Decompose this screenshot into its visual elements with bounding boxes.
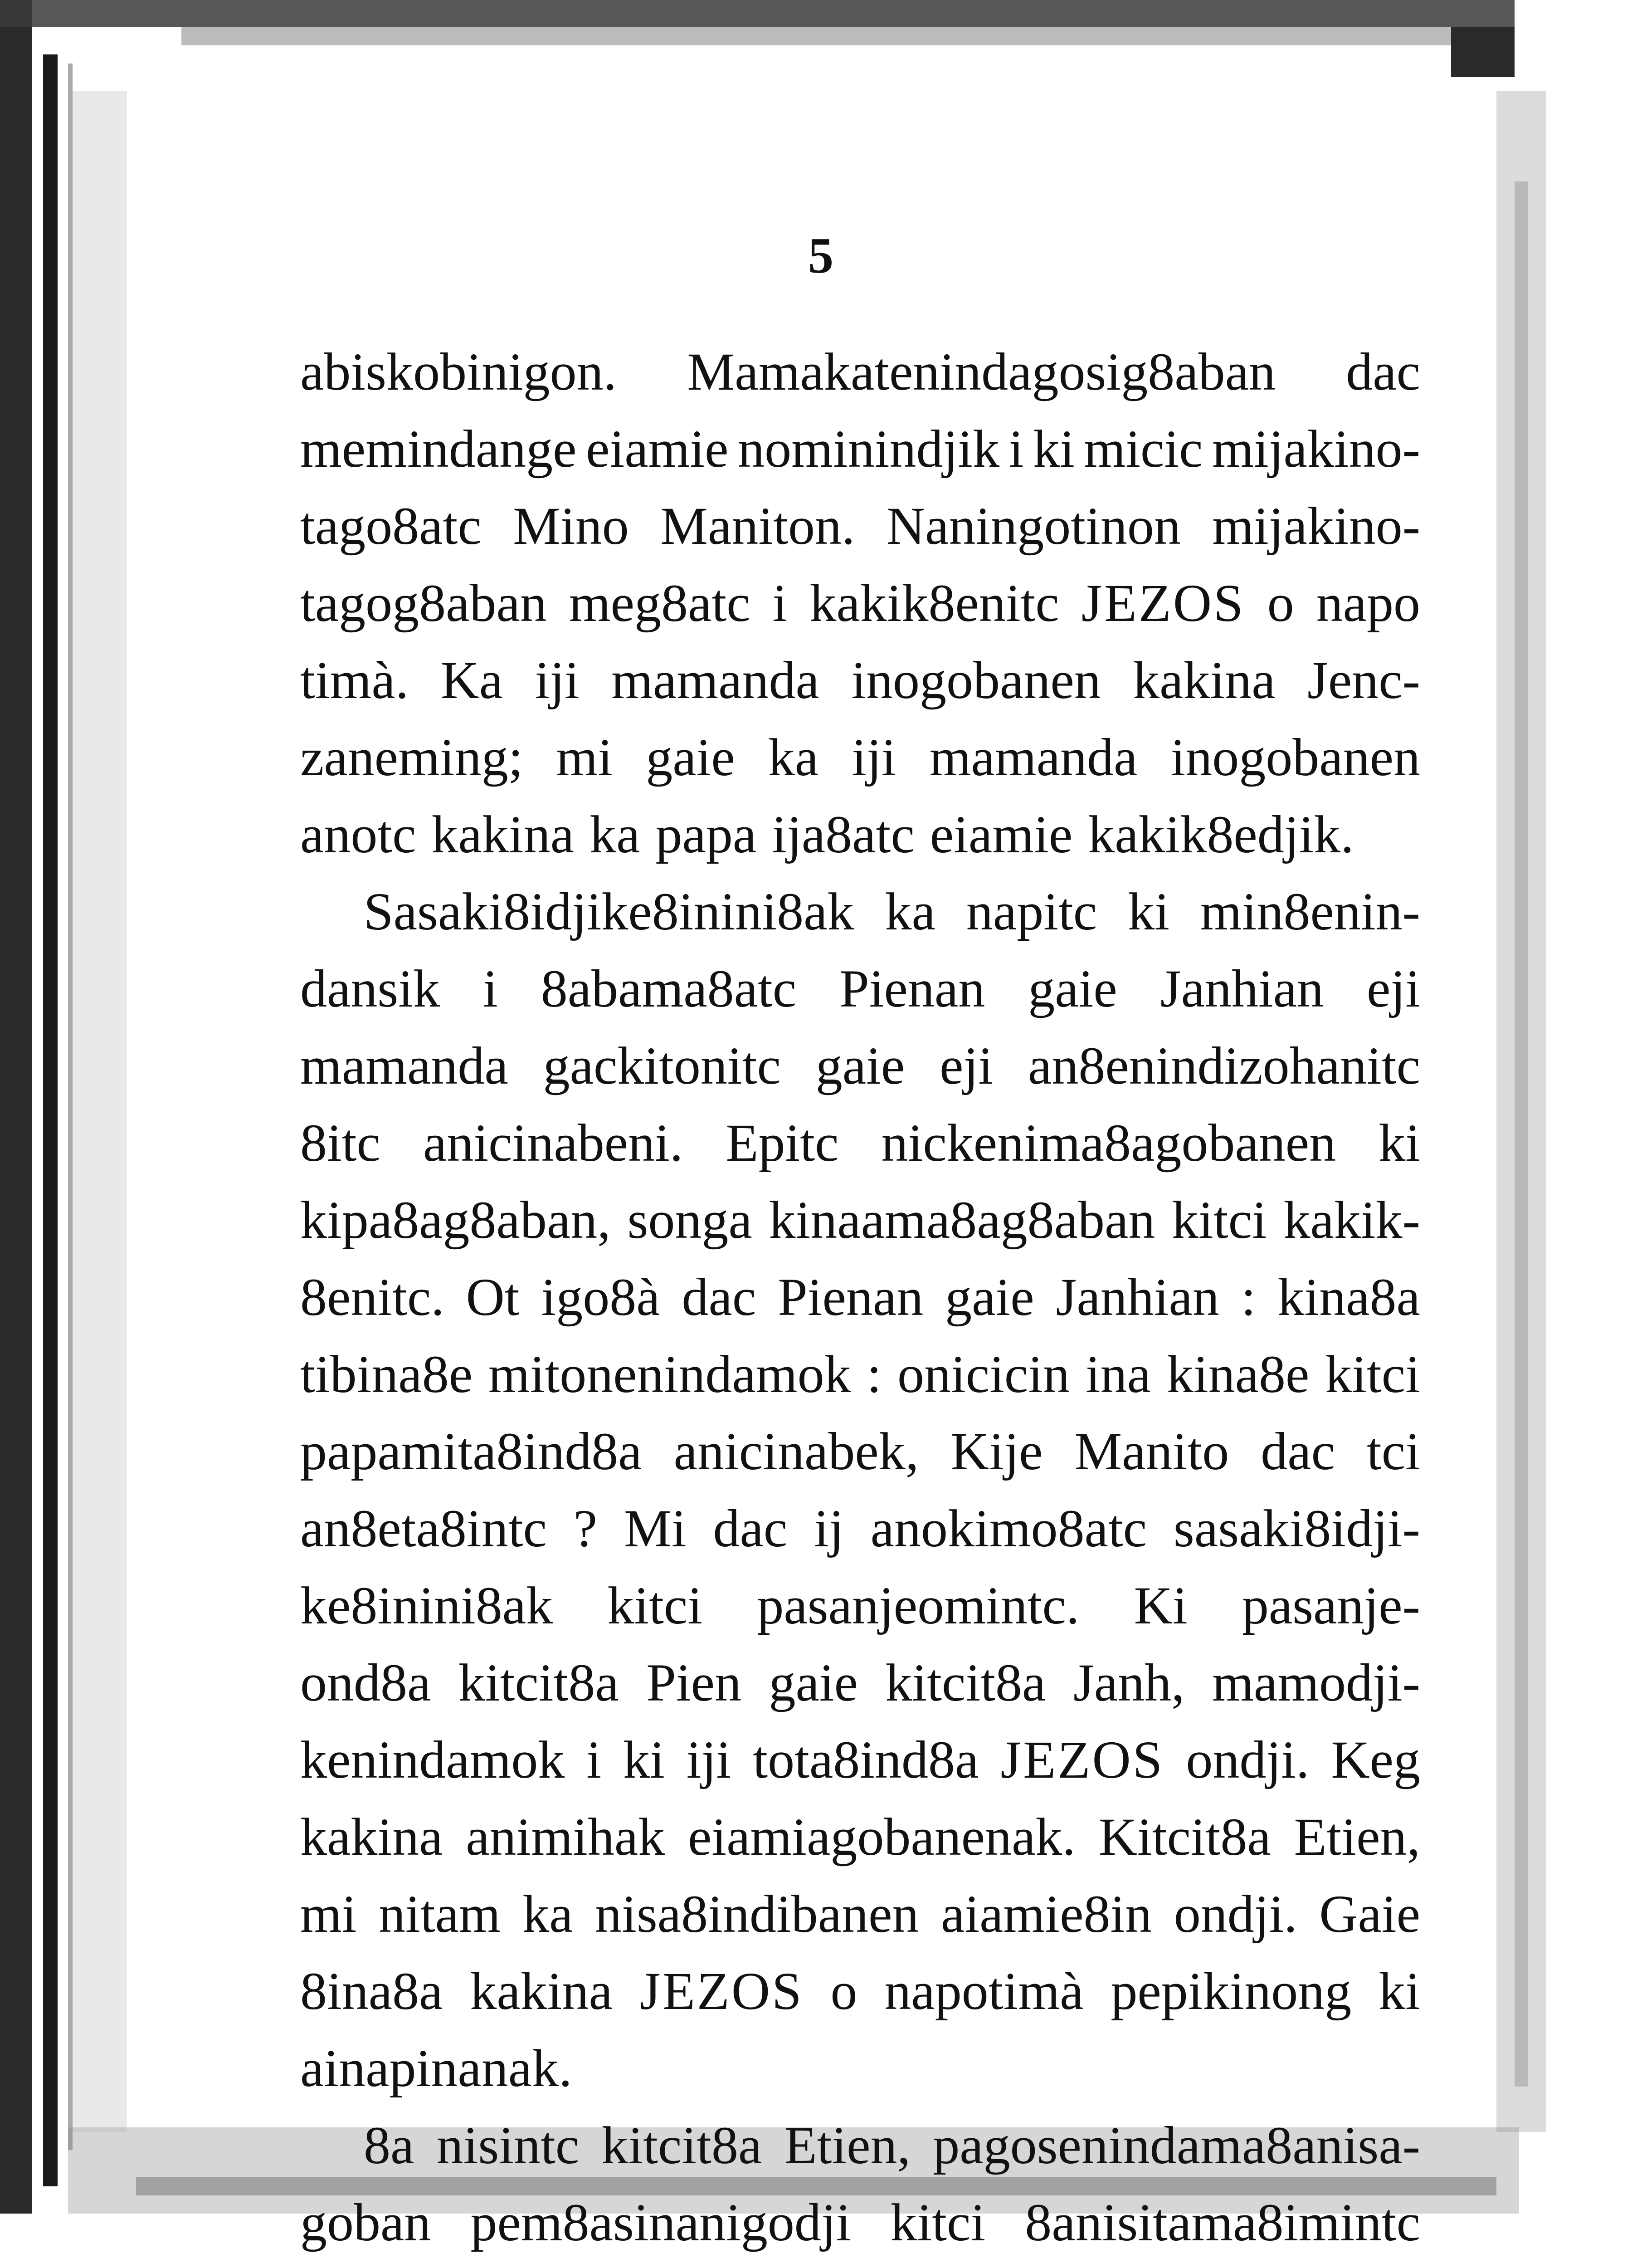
text-line: ke8inini8ak kitci pasanjeomintc. Ki pasanje- [300, 1576, 1420, 1635]
text-line: 8itc anicinabeni. Epitc nickenima8agobanen ki [300, 1113, 1420, 1173]
text-line: abiskobinigon. Mamakatenindagosig8aban dac [300, 342, 1420, 401]
paragraph [300, 333, 1420, 873]
text-line: kenindamok i ki iji tota8ind8a JEZOS ondji. Keg [300, 1730, 1420, 1789]
text-line: zaneming; mi gaie ka iji mamanda inogobanen [300, 728, 1420, 787]
page-number: 5 [808, 228, 833, 284]
binding-edge-shadow [0, 0, 32, 2214]
text-line: tago8atc Mino Maniton. Naningotinon mijakino- [300, 496, 1420, 556]
text-line: timà. Ka iji mamanda inogobanen kakina Jenc- [300, 650, 1420, 710]
text-line: kakina animihak eiamiagobanenak. Kitcit8a Etien, [300, 1807, 1420, 1867]
text-line: 8enitc. Ot igo8à dac Pienan gaie Janhian : kina8a [300, 1267, 1420, 1327]
top-edge-noise [0, 0, 1515, 27]
text-line [300, 2261, 1420, 2268]
body-text [300, 333, 1420, 2268]
paragraph [300, 2107, 1420, 2268]
text-line: anotc kakina ka papa ija8atc eiamie kakik8edjik. [300, 805, 1354, 864]
text-line: 8ina8a kakina JEZOS o napotimà pepikinong ki [300, 1961, 1420, 2021]
text-line: mamanda gackitonitc gaie eji an8enindizohanitc [300, 1036, 1420, 1095]
binding-edge-line [43, 54, 58, 2186]
text-line: ainapinanak. [300, 2038, 572, 2098]
text-line: 8a nisintc kitcit8a Etien, pagosenindama8anisa- [364, 2116, 1420, 2175]
text-line: tibina8e mitonenindamok : onicicin ina kina8e kitci [300, 1344, 1420, 1404]
text-line: papamita8ind8a anicinabek, Kije Manito dac tci [300, 1422, 1420, 1481]
text-line: kipa8ag8aban, songa kinaama8ag8aban kitci kakik- [300, 1190, 1420, 1250]
text-line: tagog8aban meg8atc i kakik8enitc JEZOS o napo [300, 573, 1420, 633]
paragraph [300, 873, 1420, 2107]
text-line: goban pem8asinanigodji kitci 8anisitama8imintc [300, 2193, 1420, 2252]
text-line: ond8a kitcit8a Pien gaie kitcit8a Janh, mamodji- [300, 1653, 1420, 1712]
text-line: dansik i 8abama8atc Pienan gaie Janhian eji [300, 959, 1420, 1018]
text-line: an8eta8intc ? Mi dac ij anokimo8atc sasaki8idji- [300, 1499, 1420, 1558]
text-line: memindange eiamie nominindjik i ki micic mijakino- [300, 419, 1420, 479]
text-line: mi nitam ka nisa8indibanen aiamie8in ondji. Gaie [300, 1884, 1420, 1944]
text-line: Sasaki8idjike8inini8ak ka napitc ki min8enin- [364, 882, 1420, 941]
